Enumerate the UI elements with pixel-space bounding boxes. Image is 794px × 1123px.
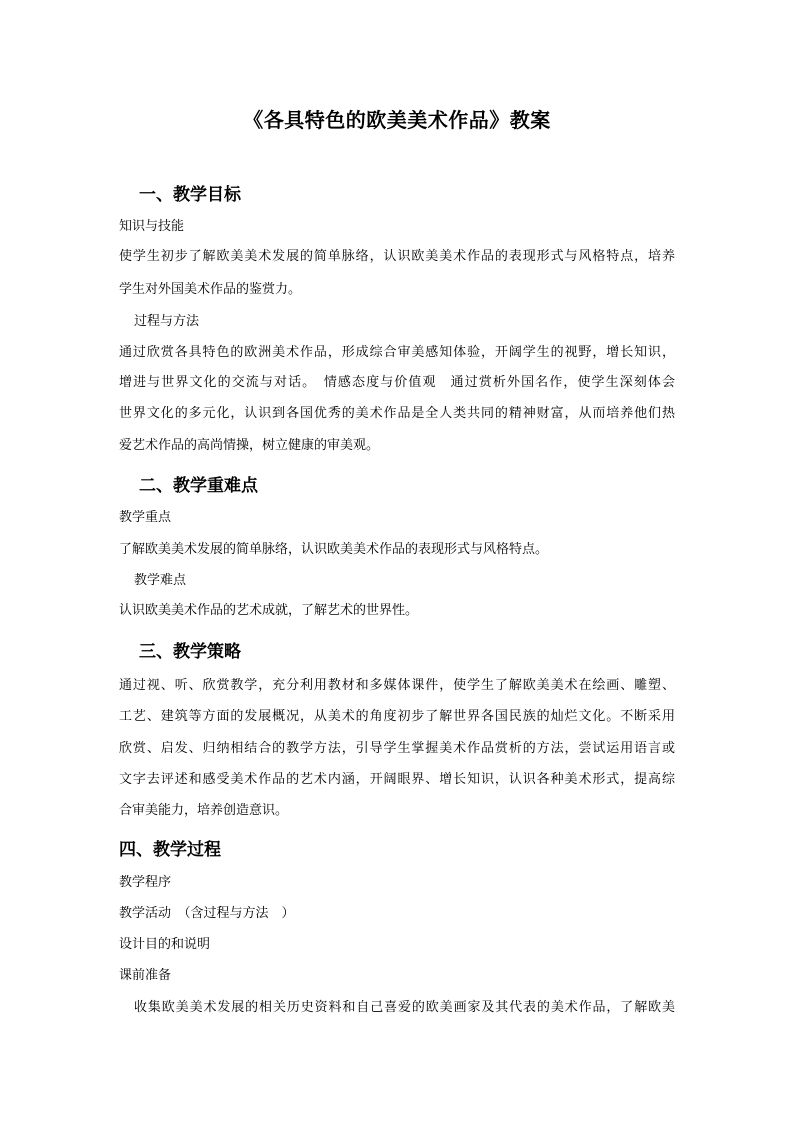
subheading-knowledge-skills: 知识与技能 bbox=[119, 219, 185, 234]
paragraph-line: 世界文化的多元化，认识到各国优秀的美术作品是全人类共同的精神财富，从而培养他们热 bbox=[119, 406, 675, 421]
paragraph-line: 通过欣赏各具特色的欧洲美术作品，形成综合审美感知体验，开阔学生的视野，增长知识， bbox=[119, 345, 675, 360]
paragraph-line: 了解欧美美术发展的简单脉络，认识欧美美术作品的表现形式与风格特点。 bbox=[119, 542, 549, 557]
paragraph-line: 通过视、听、欣赏教学，充分利用教材和多媒体课件，使学生了解欧美美术在绘画、雕塑、 bbox=[119, 678, 675, 693]
paragraph-line: 设计目的和说明 bbox=[119, 937, 211, 952]
paragraph-line: 工艺、建筑等方面的发展概况，从美术的角度初步了解世界各国民族的灿烂文化。不断采用 bbox=[119, 709, 675, 724]
section-heading-process: 四、教学过程 bbox=[119, 840, 221, 860]
section-heading-strategy: 三、教学策略 bbox=[139, 642, 241, 662]
section-heading-key-points: 二、教学重难点 bbox=[139, 476, 258, 496]
paragraph-line: 课前准备 bbox=[119, 968, 172, 983]
paragraph-line: 合审美能力，培养创造意识。 bbox=[119, 803, 289, 818]
paragraph-line: 文字去评述和感受美术作品的艺术内涵，开阔眼界、增长知识，认识各种美术形式，提高综 bbox=[119, 772, 675, 787]
paragraph-line: 使学生初步了解欧美美术发展的简单脉络，认识欧美美术作品的表现形式与风格特点，培养 bbox=[119, 249, 675, 264]
paragraph-line: 收集欧美美术发展的相关历史资料和自己喜爱的欧美画家及其代表的美术作品，了解欧美 bbox=[134, 1000, 675, 1015]
document-title: 《各具特色的欧美美术作品》教案 bbox=[243, 108, 551, 132]
subheading-process-method: 过程与方法 bbox=[134, 314, 200, 329]
paragraph-line: 爱艺术作品的高尚情操，树立健康的审美观。 bbox=[119, 438, 380, 453]
section-heading-objectives: 一、教学目标 bbox=[139, 185, 241, 205]
paragraph-line: 增进与世界文化的交流与对话。 情感态度与价值观 通过赏析外国名作，使学生深刻体会 bbox=[119, 375, 675, 390]
subheading-focus: 教学重点 bbox=[119, 510, 172, 525]
paragraph-line: 认识欧美美术作品的艺术成就，了解艺术的世界性。 bbox=[119, 603, 419, 618]
paragraph-line: 教学活动 （含过程与方法 ） bbox=[119, 906, 295, 921]
paragraph-line: 欣赏、启发、归纳相结合的教学方法，引导学生掌握美术作品赏析的方法，尝试运用语言或 bbox=[119, 741, 675, 756]
paragraph-line: 学生对外国美术作品的鉴赏力。 bbox=[119, 282, 302, 297]
subheading-difficulty: 教学难点 bbox=[134, 573, 187, 588]
paragraph-line: 教学程序 bbox=[119, 875, 172, 890]
